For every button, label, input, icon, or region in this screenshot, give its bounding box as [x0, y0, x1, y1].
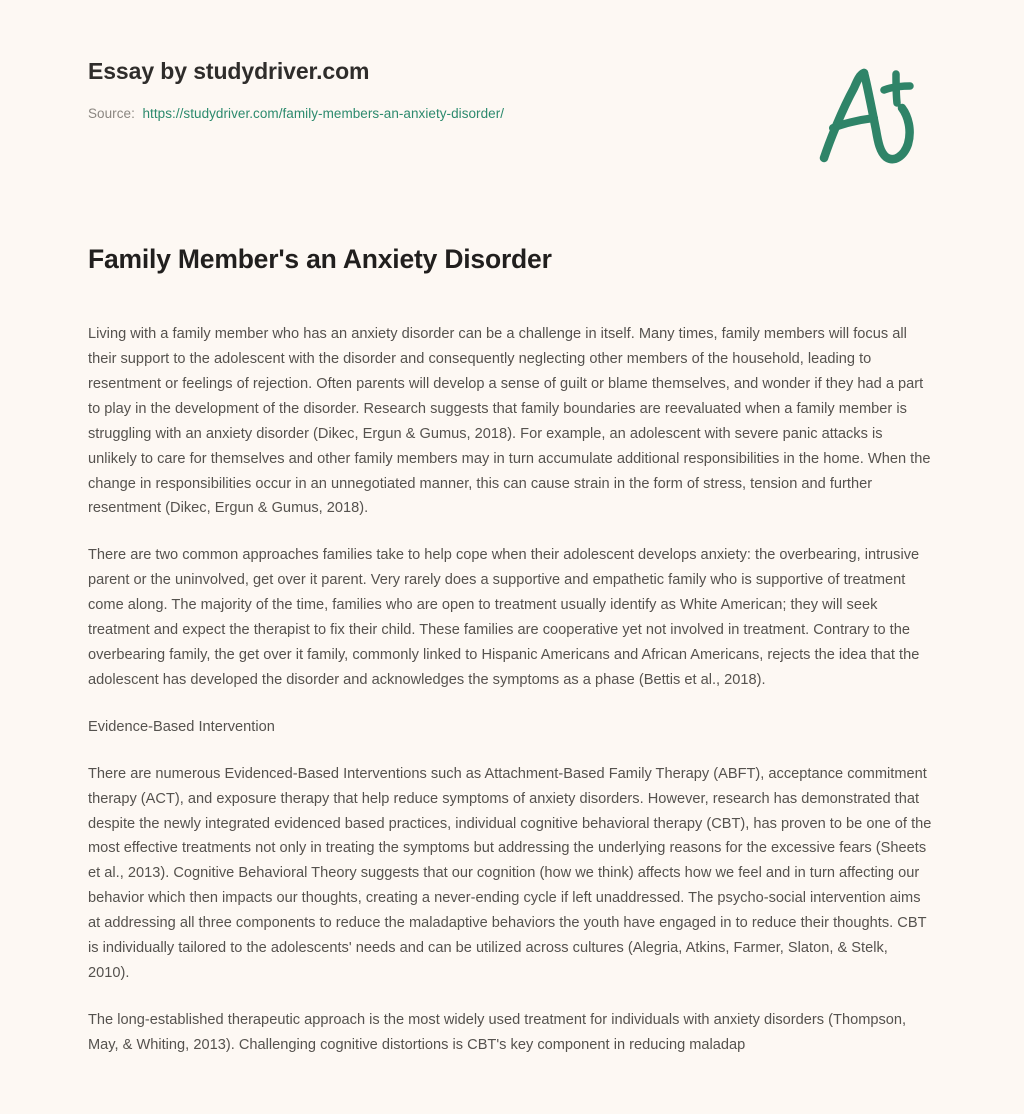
page-header — [0, 0, 1024, 200]
essay-byline: Essay by studydriver.com — [88, 58, 370, 84]
studydriver-logo[interactable] — [812, 62, 924, 166]
article-paragraph: Living with a family member who has an anxiety disorder can be a challenge in itself. Many times, family members will focus all their support to the adolescent with the disorder and consequently neglecting other members of the household, leading to resentment or feelings of rejection. Often parents will develop a sense of guilt or blame themselves, and wonder if they had a part to play in the development of the disorder. Research suggests that family boundaries are reevaluated when a family member is struggling with an anxiety disorder (Dikec, Ergun & Gumus, 2018). For example, an adolescent with severe panic attacks is unlikely to care for themselves and other family members may in turn accumulate additional responsibilities in the home. When the change in responsibilities occur in an unnegotiated manner, this can cause strain in the form of stress, tension and further resentment (Dikec, Ergun & Gumus, 2018). — [88, 326, 931, 517]
source-url-link[interactable]: https://studydriver.com/family-members-an-anxiety-disorder/ — [142, 105, 505, 121]
article-container — [88, 243, 933, 1058]
source-label: Source: — [88, 105, 135, 121]
article-paragraph-truncated: The long-established therapeutic approach is the most widely used treatment for individuals with anxiety disorders (Thompson, May, & Whiting, 2013). Challenging cognitive distortions is CBT's key component in reducing maladap — [88, 1011, 907, 1053]
article-paragraph: There are two common approaches families take to help cope when their adolescent develops anxiety: the overbearing, intrusive parent or the uninvolved, get over it parent. Very rarely does a supportive and empathetic family who is supportive of treatment come along. The majority of the time, families who are open to treatment usually identify as White American; they will seek treatment and expect the therapist to fix their child. These families are cooperative yet not involved in treatment. Contrary to the overbearing family, the get over it family, commonly linked to Hispanic Americans and African Americans, rejects the idea that the adolescent has developed the disorder and acknowledges the symptoms as a phase (Bettis et al., 2018). — [88, 547, 920, 688]
source-line — [88, 106, 504, 121]
article-body — [88, 322, 933, 1058]
header-text-block — [88, 58, 504, 121]
page-title: Family Member's an Anxiety Disorder — [88, 244, 552, 274]
section-heading-evidence-based-intervention: Evidence-Based Intervention — [88, 718, 275, 735]
a-plus-logo-icon — [812, 62, 924, 166]
article-paragraph: There are numerous Evidenced-Based Interventions such as Attachment-Based Family Therapy (ABFT), acceptance commitment therapy (ACT), and exposure therapy that help reduce symptoms of anxiety disorders. However, research has demonstrated that despite the newly integrated evidenced based practices, individual cognitive behavioral therapy (CBT), has proven to be one of the most effective treatments not only in treating the symptoms but addressing the underlying reasons for the excessive fears (Sheets et al., 2013). Cognitive Behavioral Theory suggests that our cognition (how we think) affects how we feel and in turn affecting our behavior which then impacts our thoughts, creating a never-ending cycle if left unaddressed. The psycho-social intervention aims at addressing all three components to reduce the maladaptive behaviors the youth have engaged in to reduce their thoughts. CBT is individually tailored to the adolescents' needs and can be utilized across cultures (Alegria, Atkins, Farmer, Slaton, & Stelk, 2010). — [88, 765, 932, 981]
